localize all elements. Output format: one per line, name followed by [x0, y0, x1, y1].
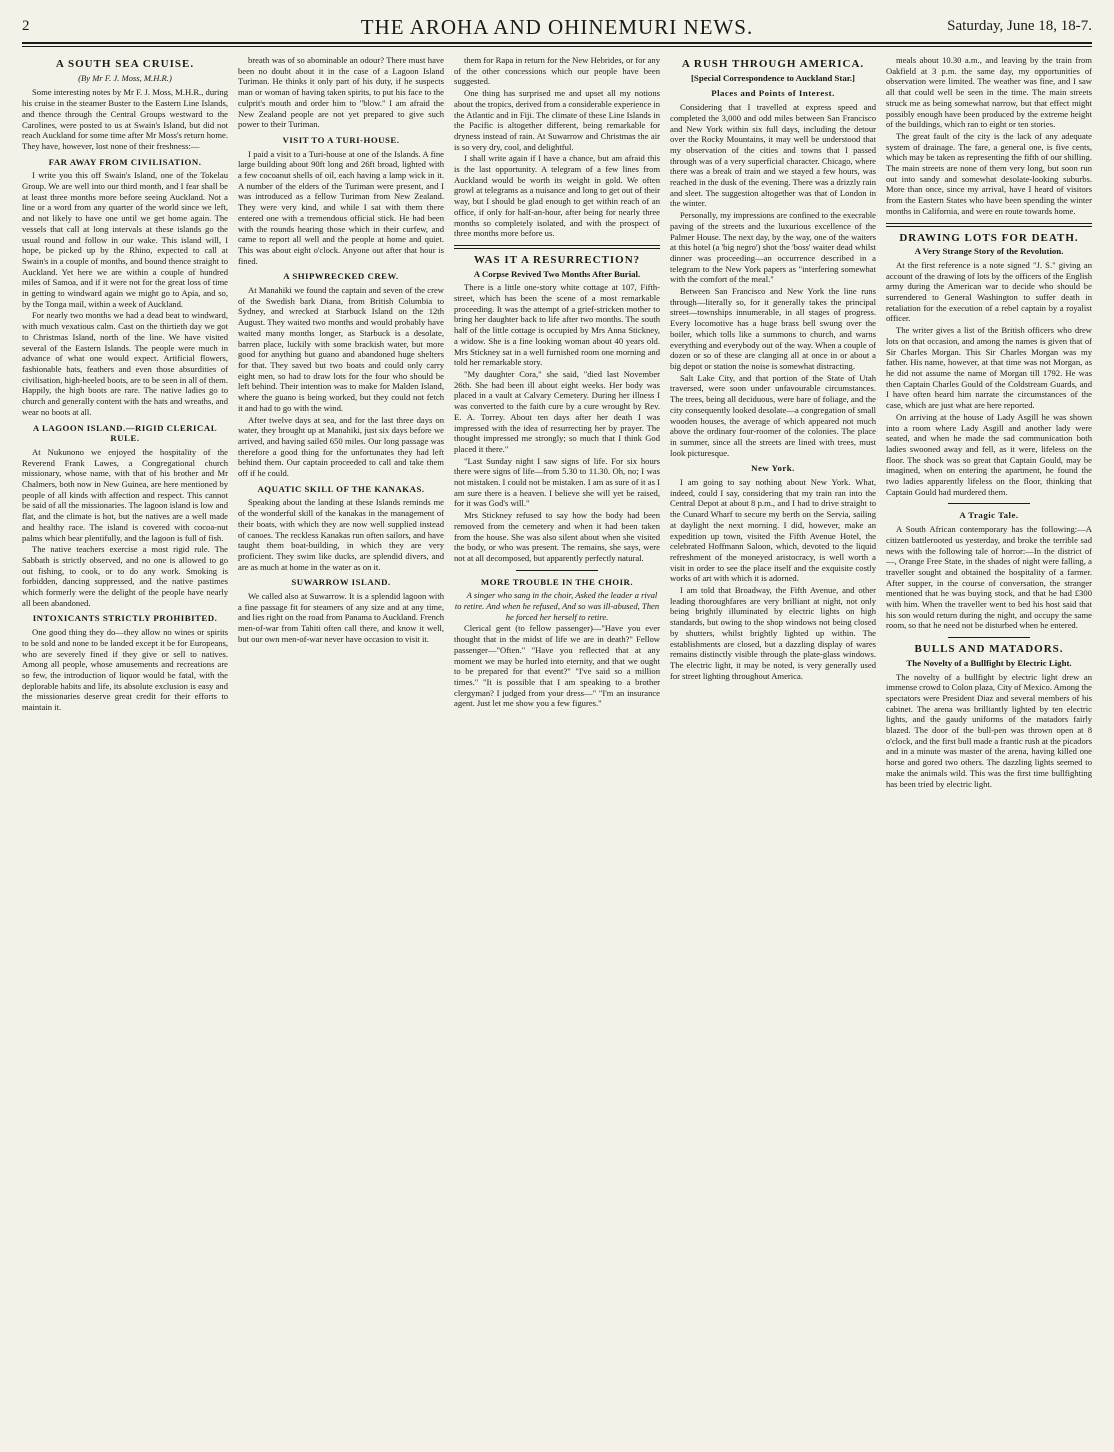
column-1	[22, 55, 228, 1435]
subheading: AQUATIC SKILL OF THE KANAKAS.	[257, 483, 425, 494]
article-paragraph: I am told that Broadway, the Fifth Avenue, and other leading thoroughfares are very brilliant at night, not only being brightly illuminated by electric lights on high standards, but owing to the shop windows not being closed by shutters, whilst brightly lighted up within. The establishments are closed, but a dazzling display of wares remains distinctly visible through the plate-glass windows. The electric light, it may be noted, is very generally used for street lighting throughout America.	[670, 585, 876, 681]
article-paragraph: meals about 10.30 a.m., and leaving by the train from Oakfield at 3 p.m. the same day, my opportunities of observation were limited. The weather was fine, and I saw all that could well be seen in the time. The main streets struck me as being somewhat narrow, but that effect might possibly enough have been produced by the extreme height of the buildings, which ran to eight or ten stories.	[886, 55, 1092, 130]
issue-date: Saturday, June 18, 18-7.	[947, 18, 1092, 34]
subheading: VISIT TO A TURI-HOUSE.	[282, 134, 400, 145]
subheading: A LAGOON ISLAND.—RIGID CLERICAL RULE.	[32, 422, 218, 444]
headline-drawing-lots: DRAWING LOTS FOR DEATH.	[899, 231, 1079, 244]
article-paragraph: Speaking about the landing at these Islands reminds me of the wonderful skill of the kanakas in the management of their boats, with which they are now well supplied instead of canoes. The reckless Kanakas run often sailors, and have taught them boat-building, in which they are very proficient. They swim like ducks, are splendid divers, and are as much at home in the water as on it.	[238, 497, 444, 572]
subheading: INTOXICANTS STRICTLY PROHIBITED.	[32, 613, 218, 624]
subheading: MORE TROUBLE IN THE CHOIR.	[480, 576, 634, 587]
short-divider	[948, 637, 1030, 638]
article-paragraph: The native teachers exercise a most rigid rule. The Sabbath is strictly observed, and no one is allowed to go out fishing, to cook, or to do any work. Smoking is forbidden, dancing suppressed, and the native pastimes which formerly were the delight of the people have nearly all been abandoned.	[22, 544, 228, 608]
article-paragraph: After twelve days at sea, and for the last three days on water, they brought up at Manahiki, just six days before we arrived, and having sailed 650 miles. Our long passage was therefore a good thing for the unfortunates they had left behind them. Our captain proceeded to call and take them off if he could.	[238, 414, 444, 479]
article-paragraph: On arriving at the house of Lady Asgill he was shown into a room where Lady Asgill and another lady were seated, and when he made the sad communication both ladies swooned away and fell, as it were, lifeless on the floor. The shock was so great that Captain Gould, may be imagined, when on entering the apartment, he found the two ladies apparently lifeless on the floor, thinking that Captain Gould had murdered them.	[886, 411, 1092, 497]
article-paragraph: The novelty of a bullfight by electric light drew an immense crowd to Colon plaza, City of Mexico. Among the spectators were President Diaz and several members of his cabinet. The arena was brilliantly lighted by ten electric lights, and the gaudy uniforms of the matadors fairly blazed. The door of the bull-pen was thrown open at 8 o'clock, and the first bull made a frantic rush at the picadors and in a minute was master of the arena, having killed one horse and gored two others. The dazzling lights seemed to make the animals wild. This was the first time bullfighting has been tried by electric light.	[886, 671, 1092, 789]
article-paragraph: "My daughter Cora," she said, "died last November 26th. She had been ill about eight weeks. Her body was placed in a vault at Calvary Cemetery. During her illness I was converted to the faith cure by a cure wrought by Rev. E. A. Torrey. About ten days after her death I was impressed with the idea of resurrecting her by prayer. The thought impressed me strongly; so much that I think God placed it there."	[454, 368, 660, 454]
article-paragraph: I shall write again if I have a chance, but am afraid this is the last opportunity. A telegram of a few lines from Auckland would be worth its weight in gold. We often growl at telegrams as a nuisance and long to get out of their way, but I should be glad enough to get within reach of an office, if only for half-an-hour, after being for nearly three months so completely isolated, and with the prospect of three months more before us.	[454, 153, 660, 239]
article-paragraph: We called also at Suwarrow. It is a splendid lagoon with a fine passage fit for steamers of any size and at any time, and lies right on the road from Panama to Auckland. French men-of-war from Tahiti often call there, and know it well, but our own men-of-war never have occasion to visit it.	[238, 591, 444, 644]
subheading: SUWARROW ISLAND.	[291, 577, 391, 588]
headline-resurrection: WAS IT A RESURRECTION?	[473, 253, 641, 266]
article-paragraph: At Manahiki we found the captain and seven of the crew of the Swedish bark Diana, from British Columbia to Sydney, and wrecked at Starbuck Island on the 12th August. They waited two months and would probably have waited many months longer, as Starbuck is a desolate, barren place, luckily with some brackish water, but more good for anything but guano and abandoned huge shelters for that. They saved but two boats and could only carry eight men, so had to draw lots for the four who should be left behind. Their intention was to make for Malden Island, where the guano is being worked, but they could not fetch it and had to go with the wind.	[238, 285, 444, 413]
article-paragraph: Mrs Stickney refused to say how the body had been removed from the cemetery and when it had been taken from the house. She was also silent about when she visited the body, or who was present. The remains, she says, were not at all decomposed, but apparently perfectly natural.	[454, 510, 660, 563]
article-paragraph: Salt Lake City, and that portion of the State of Utah traversed, were soon under unfavourable circumstances. The trees, being all deciduous, were bare of foliage, and the city consequently looked desolate—a congregation of small wooden houses, the average of which appeared not much above the ordinary four-roomer of the colonies. The place in summer, since all the streets are lined with trees, must look picturesque.	[670, 372, 876, 458]
column-4	[670, 55, 876, 1435]
deck: [Special Correspondence to Auckland Star.]	[691, 72, 855, 83]
article-paragraph: At Nukunono we enjoyed the hospitality of the Reverend Frank Lawes, a Congregational church missionary, whose name, with that of his brother and Mr Chalmers, both now in New Guinea, are here mentioned by people of all kinds with affection and respect. This cannot be said of all the missionaries. The lagoon island is low and flat, and the climate is hot, but the natives are a well made and healthy race. The island is covered with cocoa-nut palms which bear plentifully, and the lagoon is full of fish.	[22, 446, 228, 543]
article-paragraph: Considering that I travelled at express speed and completed the 3,000 and odd miles between San Francisco and New York within six full days, including the detour over the Rocky Mountains, it may well be understood that my observation of the cities and towns that I passed through was of a very superficial character. Chicago, where there was a break of train and we stayed a few hours, was reached in the dusk of the evening. There was a drizzly rain and sleet. The suggestion altogether was that of London in the winter.	[670, 102, 876, 209]
article-paragraph: them for Rapa in return for the New Hebrides, or for any of the other concessions which our people have been suggested.	[454, 55, 660, 87]
masthead-rule	[22, 46, 1092, 47]
column-2	[238, 55, 444, 1435]
section-divider	[886, 223, 1092, 227]
article-paragraph: The writer gives a list of the British officers who drew lots on that occasion, and among the names is given that of Sir Charles Morgan. This Sir Charles Morgan was my father. His name, however, at that time was not Morgan, as he did not assume the name of Morgan till 1792. He was then Captain Charles Gould of the Coldstream Guards, and I have often heard him narrate the circumstances of the case, which are just what are here reported.	[886, 325, 1092, 411]
newspaper-title: THE AROHA AND OHINEMURI NEWS.	[360, 15, 754, 39]
subheading: FAR AWAY FROM CIVILISATION.	[48, 156, 202, 167]
article-paragraph: The great fault of the city is the lack of any adequate system of drainage. The fare, a general one, is five cents, which may be taken as representing the fifth of our shilling. The main streets are none of them very long, but soon run out into sandy and somewhat desolate-looking suburbs. More than once, since my arrival, have I heard of visitors from the Eastern States who have been spending the winter months in California, and were en route towards home.	[886, 130, 1092, 216]
short-divider	[948, 503, 1030, 504]
page-number: 2	[22, 18, 30, 34]
headline-south-sea-cruise: A SOUTH SEA CRUISE.	[55, 58, 195, 70]
byline: (By Mr F. J. Moss, M.H.R.)	[78, 72, 172, 83]
column-3	[454, 55, 660, 1435]
deck: A Corpse Revived Two Months After Burial.	[473, 268, 641, 279]
column-5	[886, 55, 1092, 1435]
subheading: A Tragic Tale.	[959, 510, 1019, 521]
article-paragraph: One thing has surprised me and upset all my notions about the tropics, derived from a considerable experience in the Atlantic and in Fiji. The climate of these Line Islands in the Pacific is altogether different, being remarkable for dryness instead of rain. At Suwarrow and Christmas the air is so very dry, cool, and delightful.	[454, 88, 660, 152]
article-paragraph: For nearly two months we had a dead beat to windward, with much vexatious calm. Cast on the thirtieth day we got to Christmas Island, north of the line. We have visited several of the Eastern Islands. The people were much in advance of what one would expect. Artificial flowers, fashionable hats, feathers and even those absurdities of civilisation, high-heeled boots, are to be seen in all of them. Happily, the high boots are rare. The native ladies go to church and generally content with the hats and wreaths, and wear no boots at all.	[22, 310, 228, 417]
deck: A Very Strange Story of the Revolution.	[914, 246, 1064, 257]
poem: A singer who sang in the choir, Asked the leader a rival to retire. And when he refused, And so was ill-abused, Then he forced her herself to retire.	[454, 590, 660, 622]
subheading: Places and Points of Interest.	[711, 88, 835, 99]
article-paragraph: Clerical gent (to fellow passenger)—"Have you ever thought that in the midst of life we are in death?" Fellow passenger—"Often." "Have you reflected that at any moment we may be hurled into eternity, and that we ought to be prepared for that event?" "I've said so a million times." "It is possible that I am speaking to a brother clergyman? I judged from your dress—" "I'm an insurance agent. Just let me show you a few figures."	[454, 623, 660, 709]
masthead	[22, 14, 1092, 44]
article-paragraph: "Last Sunday night I saw signs of life. For six hours there were signs of life—from 5.30 to 11.30. Oh, no; I was not mistaken. I could not be mistaken. I am as sure of it as I am sure there is a heaven. I believe she will yet be raised, for it was God's will."	[454, 455, 660, 509]
deck: The Novelty of a Bullfight by Electric Light.	[906, 657, 1072, 668]
columns	[22, 55, 1092, 1435]
article-paragraph: There is a little one-story white cottage at 107, Fifth-street, which has been the scene of a most remarkable proceeding. It was the attempt of a grief-stricken mother to bring her daughter back to life after two months. The south half of the little cottage is occupied by Mrs Anna Stickney, a widow. She is a fine looking woman about 40 years old. Mrs Stickney sat in a well furnished room one morning and told her remarkable story.	[454, 282, 660, 368]
short-divider	[516, 570, 598, 571]
headline-rush-through-america: A RUSH THROUGH AMERICA.	[681, 58, 865, 70]
article-paragraph: A South African contemporary has the following:—A citizen battlerooted us yesterday, and broke the terrible sad news with the following tale of horror:—In the district of —, Orange Free State, in the shades of night were falling, a traveller sought and obtained the hospitality of a farmer. After supper, in the course of conversation, the stranger mentioned that he was buying stock, and that he had £300 with him. When the traveller went to bed his host said that his son would return during the night, and occupy the same room, so that he need not be disturbed when he entered.	[886, 524, 1092, 631]
article-paragraph: Between San Francisco and New York the line runs through—literally so, for it generally takes the principal street—townships innumerable, in all stages of progress. Every locomotive has a huge brass bell swung over the boiler, which tolls like a summons to church, and warns everything and everybody out of the way. When a couple of dozen or so of these are clanging all at once in or about a big depot or station the noise is somewhat distracting.	[670, 286, 876, 371]
article-paragraph: Personally, my impressions are confined to the execrable paving of the streets and the luxurious excellence of the Palmer House. The next day, by the way, one of the waiters at this hotel (a 'big negro') shot the 'boss' waiter dead whilst dinner was proceeding—an occurrence described in a telegram to the New York papers as "interfering somewhat with the comfort of the meal."	[670, 210, 876, 285]
article-paragraph: One good thing they do—they allow no wines or spirits to be sold and none to be landed except it be for Europeans, who are severely fined if they give or sell to natives. Among all people, whose amusements and recreations are so few, the introduction of liquor would be fatal, with the deplorable habits and life, its absolute exclusion is easy and the missionaries deserve great credit for their efforts to maintain it.	[22, 627, 228, 713]
section-divider	[454, 245, 660, 249]
article-paragraph: At the first reference is a note signed "J. S." giving an account of the drawing of lots by the officers of the English army during the American war to decide who should be surrendered to General Washington to suffer death in retaliation for the execution of a rebel captain by a royalist officer.	[886, 259, 1092, 324]
article-paragraph: I paid a visit to a Turi-house at one of the Islands. A fine large building about 90ft long and 26ft broad, lighted with a few cocoanut shells of oil, each having a lamp wick in it. A number of the elders of the Turiman were present, and I was introduced as a fellow Turiman from New Zealand. They were very kind, and while I sat with them there entered one with a tremendous official stick. He had been with the rounds hearing those which in their curfew, and came to report all well and the people at home and quiet. This was about eight o'clock. Anyone out after that hour is fined.	[238, 148, 444, 266]
headline-bulls-and-matadors: BULLS AND MATADORS.	[914, 643, 1064, 656]
article-paragraph: I write you this off Swain's Island, one of the Tokelau Group. We are well into our third month, and I fear shall be at least three months more before seeing Auckland. Not a line or a word from any quarter of the world since we left, and not likely to have one until we get home again. The vessels that call at long intervals at these islands go the usual round and follow in our wake. This island will, I hope, be picked up by the Rhino, expected to call at Swain's in a couple of months, and bound thence straight to Auckland. Yet here we are within a couple of hundred miles of Samoa, and if it were not for the great loss of time in getting to windward again we might go to Apia, and so, by the Tonga mail, within a week of Auckland.	[22, 170, 228, 309]
article-paragraph: I am going to say nothing about New York. What, indeed, could I say, considering that my train ran into the Central Depot at about 8 p.m., and I had to drive straight to the Cunard Wharf to secure my berth on the Servia, sailing at daylight the next morning. I did, however, make an expedition up town, visited the Fifth Avenue Hotel, the celebrated Hoffmann Saloon, which, devoted to the liquid refreshment of the moneyed aristocracy, is well worth a visit in order to see the place itself and the exquisite costly works of art with which it is adorned.	[670, 477, 876, 584]
subheading: New York.	[751, 463, 795, 474]
article-paragraph: breath was of so abominable an odour? There must have been no doubt about it in the case of a Lagoon Island Turiman. He thinks it only part of his duty, if he suspects man or woman of having taken spirits, to put his face to the culprit's mouth and order him to "blow." I am afraid the New Zealand people are not yet prepared to give such power to their Turiman.	[238, 55, 444, 130]
subheading: A SHIPWRECKED CREW.	[283, 271, 399, 282]
article-paragraph: Some interesting notes by Mr F. J. Moss, M.H.R., during his cruise in the steamer Buster to the Eastern Line Islands, and thence through the Central Groups westward to the Carolines, were posted to us at Swain's Island, but did not reach Auckland for some time after Mr Moss's return home. They have, however, lost none of their freshness:—	[22, 87, 228, 151]
